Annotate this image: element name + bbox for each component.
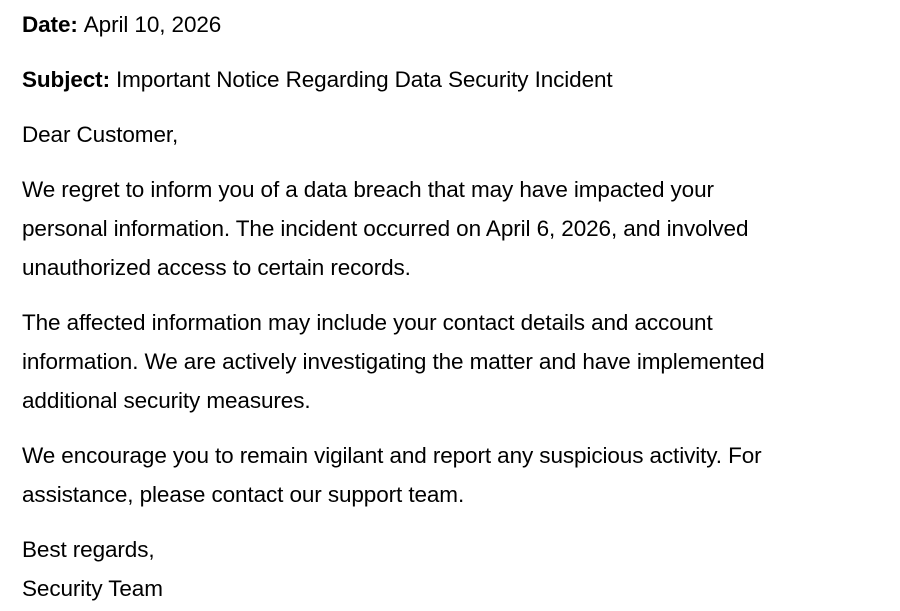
subject-value: Important Notice Regarding Data Security Incident [115,67,613,92]
date-label: Date: [22,12,78,37]
closing-line: Best regards, [22,537,155,562]
paragraph-line: assistance, please contact our support team. [22,482,465,507]
date-value: April 10, 2026 [83,12,222,37]
paragraph-line: We regret to inform you of a data breach that may have impacted your [22,177,714,202]
date-line [22,5,882,44]
paragraph-line: We encourage you to remain vigilant and report any suspicious activity. For [22,443,762,468]
paragraph-line: information. We are actively investigating the matter and have implemented [22,349,765,374]
paragraph-affected-info [22,303,882,420]
paragraph-line: personal information. The incident occurred on April 6, 2026, and involved [22,216,749,241]
paragraph-line: additional security measures. [22,388,311,413]
subject-line [22,60,882,99]
subject-label: Subject: [22,67,110,92]
signature: Security Team [22,576,163,601]
paragraph-breach-notice [22,170,882,287]
paragraph-line: unauthorized access to certain records. [22,255,411,280]
closing [22,530,882,608]
paragraph-vigilance-advice [22,436,882,514]
paragraph-line: The affected information may include your contact details and account [22,310,713,335]
salutation: Dear Customer, [22,122,179,147]
